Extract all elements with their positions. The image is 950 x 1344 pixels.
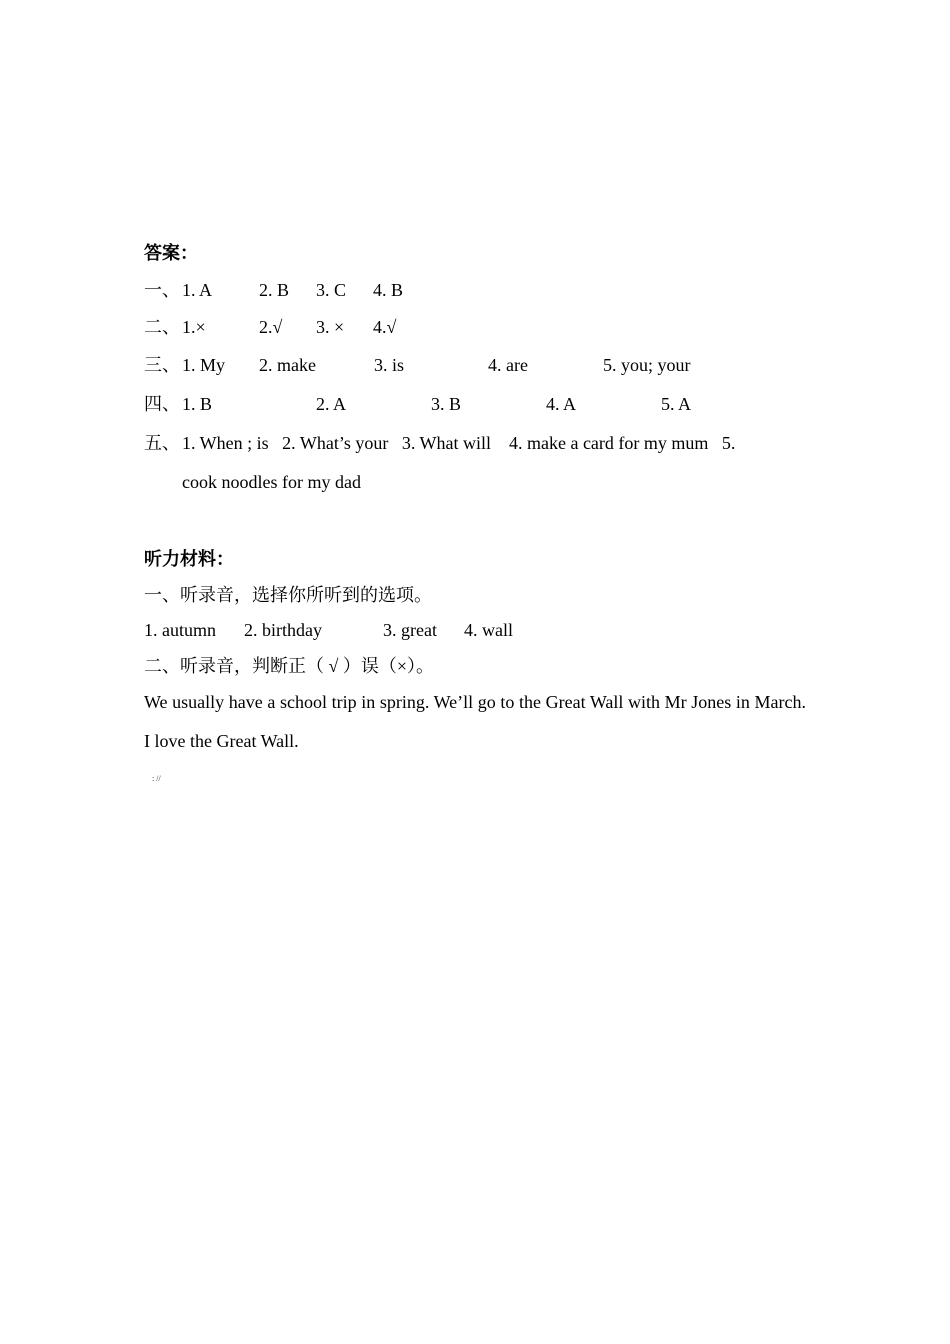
answer-item: 4. are: [488, 355, 528, 375]
section-prefix: 二、: [144, 317, 180, 337]
answer-item: 2. B: [259, 280, 290, 300]
option-item: 4. wall: [464, 620, 513, 640]
answer-item: 3. B: [431, 394, 462, 414]
listening-part-1-title: 一、听录音，选择你所听到的选项。: [144, 585, 432, 605]
answer-item: 1. A: [182, 280, 213, 300]
option-item: 1. autumn: [144, 620, 216, 640]
answer-item: 2.√: [259, 317, 283, 337]
section-prefix: 三、: [144, 355, 180, 375]
option-item: 2. birthday: [244, 620, 322, 640]
answer-item: 1.×: [182, 317, 206, 337]
answer-item: 4. B: [373, 280, 404, 300]
answer-item: 1. B: [182, 394, 213, 414]
answers-heading: 答案：: [144, 243, 198, 263]
answer-section-5-continued: cook noodles for my dad: [182, 472, 361, 492]
answer-line: 1. When ; is 2. What’s your 3. What will 4. make a card for my mum 5.: [182, 433, 736, 453]
answer-item: 4.√: [373, 317, 397, 337]
answer-item: 1. My: [182, 355, 226, 375]
listening-heading: 听力材料：: [144, 549, 234, 569]
section-prefix: 一、: [144, 280, 180, 300]
section-prefix: 四、: [144, 394, 180, 414]
footer-mark: : //: [152, 774, 161, 783]
answer-item: 3. is: [374, 355, 405, 375]
answer-item: 3. ×: [316, 317, 345, 337]
answer-item: 3. C: [316, 280, 347, 300]
answer-item: 5. you; your: [603, 355, 691, 375]
section-prefix: 五、: [144, 433, 180, 453]
answer-item: 4. A: [546, 394, 577, 414]
answer-item: 2. make: [259, 355, 316, 375]
listening-part-2-title: 二、听录音，判断正（ √ ）误（×）。: [144, 656, 435, 676]
option-item: 3. great: [383, 620, 437, 640]
listening-passage: We usually have a school trip in spring. We’ll go to the Great Wall with Mr Jones in March. I love the Great Wall.: [144, 692, 806, 751]
answer-item: 2. A: [316, 394, 347, 414]
answer-item: 5. A: [661, 394, 692, 414]
